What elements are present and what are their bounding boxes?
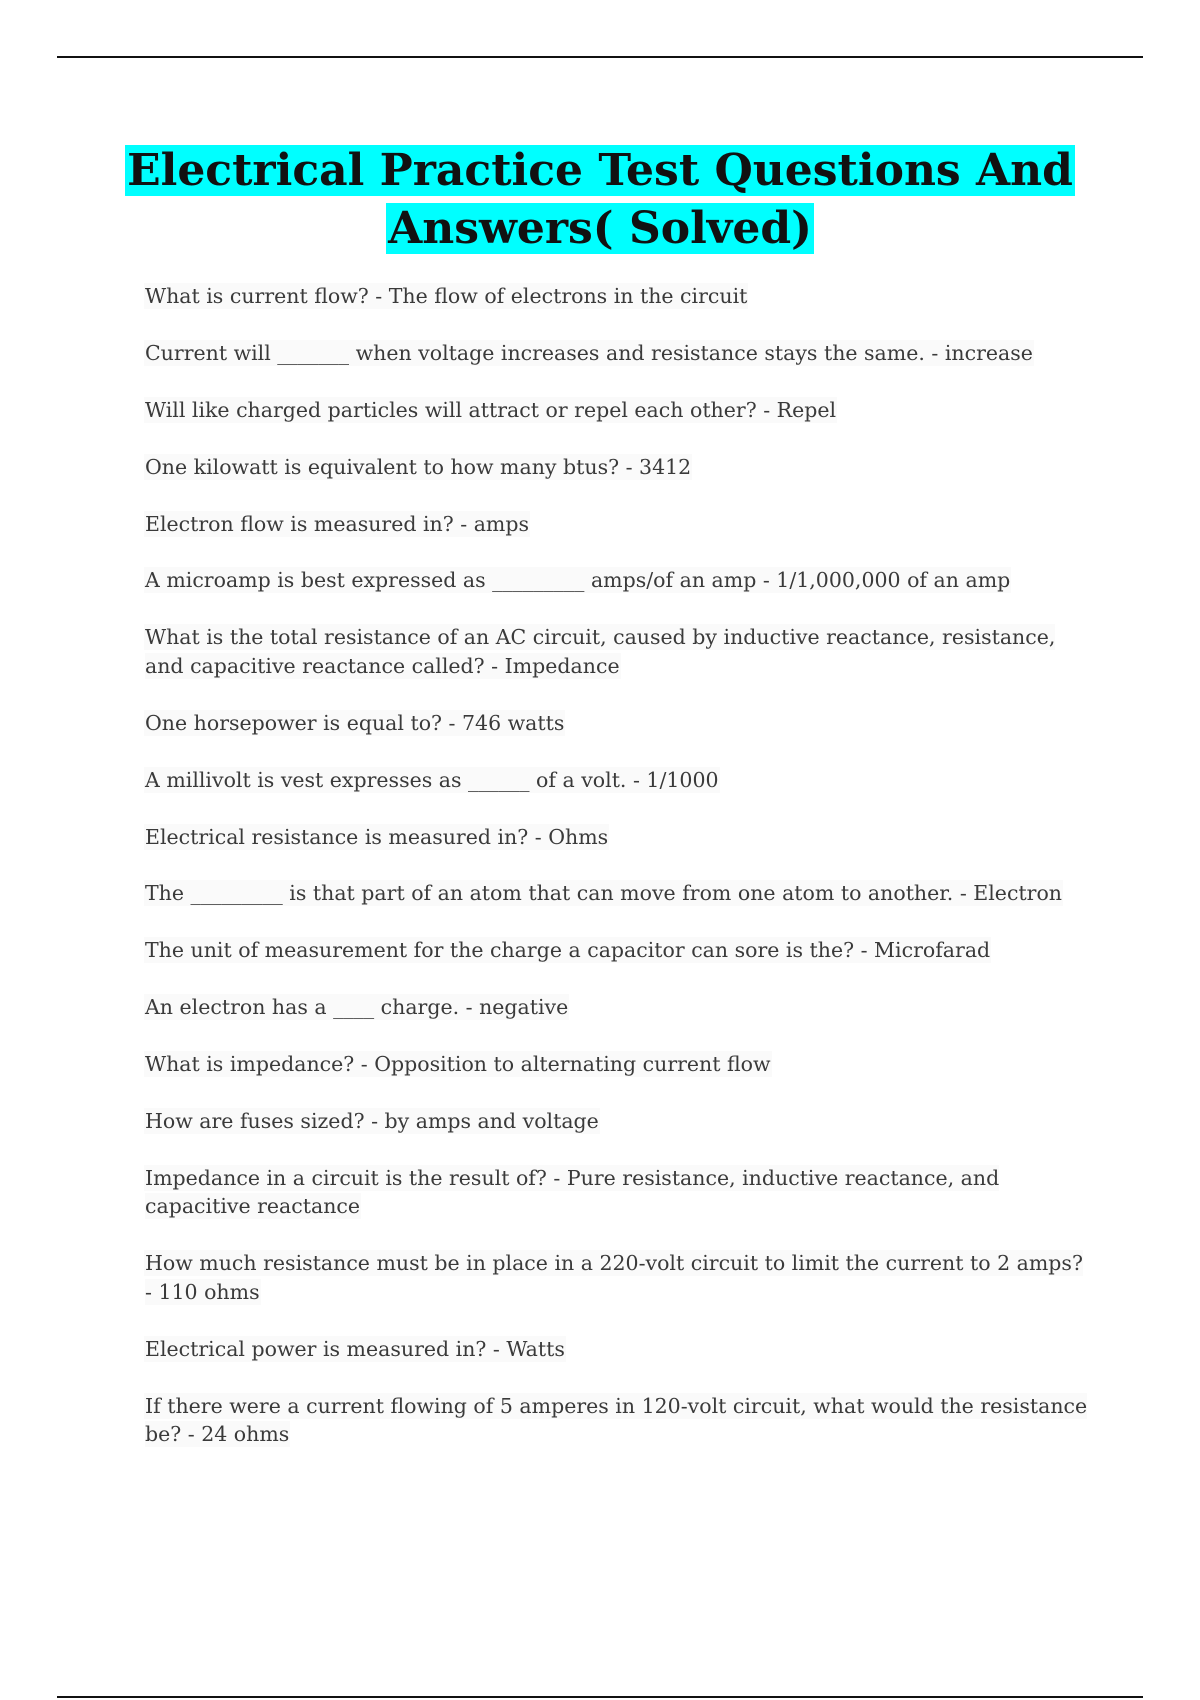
qa-item <box>145 453 1090 482</box>
qa-text: Electron flow is measured in? - amps <box>145 511 530 536</box>
qa-text: One horsepower is equal to? - 746 watts <box>145 710 565 735</box>
title-line-2: Answers( Solved) <box>388 203 812 254</box>
qa-item <box>145 1050 1090 1079</box>
qa-item <box>145 709 1090 738</box>
qa-item <box>145 1249 1090 1306</box>
qa-text: A millivolt is vest expresses as ______ of a volt. - 1/1000 <box>145 767 719 792</box>
qa-text: A microamp is best expressed as _________ amps/of an amp - 1/1,000,000 of an amp <box>145 568 1011 593</box>
qa-text: How much resistance must be in place in a 220-volt circuit to limit the current to 2 amps? - 110 ohms <box>145 1251 1083 1304</box>
qa-item <box>145 510 1090 539</box>
document-title <box>0 142 1200 258</box>
qa-item <box>145 1335 1090 1364</box>
qa-text: If there were a current flowing of 5 amperes in 120-volt circuit, what would the resistance be? - 24 ohms <box>145 1393 1088 1447</box>
qa-text: How are fuses sized? - by amps and voltage <box>145 1108 599 1133</box>
footer-rule <box>57 1696 1143 1698</box>
qa-item <box>145 823 1090 852</box>
qa-text: An electron has a ____ charge. - negative <box>145 995 569 1020</box>
qa-item <box>145 396 1090 425</box>
qa-item <box>145 1107 1090 1136</box>
qa-item <box>145 1392 1090 1449</box>
qa-text: Electrical resistance is measured in? - Ohms <box>145 824 609 849</box>
title-line-1: Electrical Practice Test Questions And <box>127 145 1073 196</box>
qa-text: The _________ is that part of an atom that can move from one atom to another. - Electron <box>145 881 1063 906</box>
qa-text: The unit of measurement for the charge a capacitor can sore is the? - Microfarad <box>145 938 991 963</box>
qa-text: What is the total resistance of an AC circuit, caused by inductive reactance, resistance, and capacitive reactance called? - Impedance <box>145 625 1056 678</box>
qa-item <box>145 993 1090 1022</box>
qa-text: Will like charged particles will attract or repel each other? - Repel <box>145 397 837 422</box>
qa-text: What is current flow? - The flow of electrons in the circuit <box>145 284 748 308</box>
header-rule <box>57 56 1143 58</box>
qa-item <box>145 339 1090 368</box>
qa-item <box>145 623 1090 680</box>
qa-text: What is impedance? - Opposition to alternating current flow <box>145 1052 771 1077</box>
qa-text: Impedance in a circuit is the result of? - Pure resistance, inductive reactance, and capacitive reactance <box>145 1165 1000 1219</box>
qa-text: Current will _______ when voltage increases and resistance stays the same. - increase <box>145 340 1033 365</box>
qa-item <box>145 936 1090 965</box>
qa-item <box>145 766 1090 795</box>
qa-item <box>145 566 1090 595</box>
qa-text: One kilowatt is equivalent to how many btus? - 3412 <box>145 454 692 479</box>
qa-item <box>145 282 1090 311</box>
qa-list <box>145 282 1090 1477</box>
qa-item <box>145 1164 1090 1221</box>
qa-text: Electrical power is measured in? - Watts <box>145 1336 565 1361</box>
qa-item <box>145 879 1090 908</box>
